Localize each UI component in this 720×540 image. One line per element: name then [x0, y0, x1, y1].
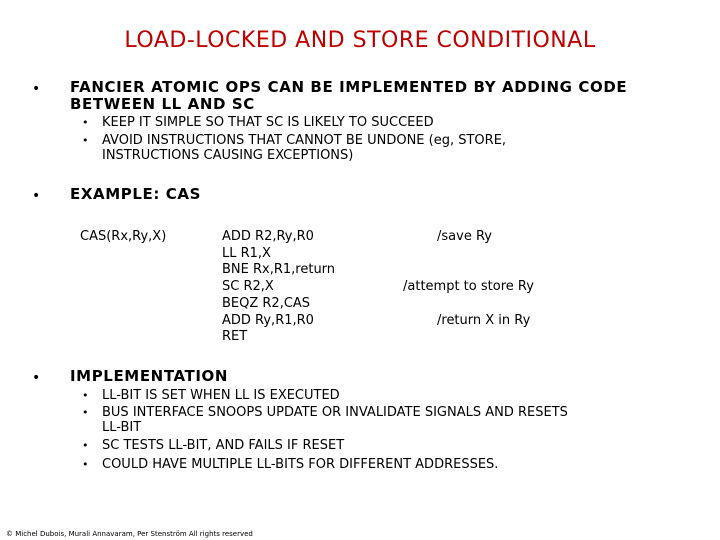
code-line: BEQZ R2,CAS — [222, 295, 311, 311]
section1-item-1: KEEP IT SIMPLE SO THAT SC IS LIKELY TO SUCCEED — [102, 115, 434, 130]
section3-item-4: COULD HAVE MULTIPLE LL-BITS FOR DIFFERENT ADDRESSES. — [102, 457, 499, 472]
section3-item-2: BUS INTERFACE SNOOPS UPDATE OR INVALIDATE SIGNALS AND RESETS — [102, 405, 568, 420]
code-comment: /return X in Ry — [437, 313, 531, 328]
section3-item-2-cont: LL-BIT — [102, 420, 142, 435]
cas-call: CAS(Rx,Ry,X) — [80, 229, 167, 244]
sub-bullet-1a: • — [82, 116, 89, 129]
section1-heading-line1: FANCIER ATOMIC OPS CAN BE IMPLEMENTED BY ADDING CODE — [70, 78, 628, 96]
code-line: ADD Ry,R1,R0 — [222, 312, 314, 328]
code-line: ADD R2,Ry,R0 — [222, 229, 314, 244]
bullet-2: • — [32, 188, 41, 204]
code-line: BNE Rx,R1,return — [222, 262, 336, 278]
bullet-1: • — [32, 81, 41, 97]
sub-bullet-3c: • — [82, 439, 89, 452]
code-line: LL R1,X — [222, 245, 271, 261]
section3-item-1: LL-BIT IS SET WHEN LL IS EXECUTED — [102, 388, 340, 403]
section3-heading: IMPLEMENTATION — [70, 367, 229, 385]
section2-heading: EXAMPLE: CAS — [70, 185, 201, 203]
slide-title: LOAD-LOCKED AND STORE CONDITIONAL — [124, 28, 596, 53]
code-line: RET — [222, 329, 248, 345]
section3-item-3: SC TESTS LL-BIT, AND FAILS IF RESET — [102, 438, 345, 453]
copyright-footer: © Michel Dubois, Murali Annavaram, Per Stenström All rights reserved — [6, 530, 253, 538]
section1-heading — [70, 79, 627, 113]
sub-bullet-3a: • — [82, 389, 89, 402]
code-comment: /save Ry — [437, 229, 492, 244]
code-line: SC R2,X — [222, 279, 274, 295]
bullet-3: • — [32, 370, 41, 386]
section1-item-2-cont: INSTRUCTIONS CAUSING EXCEPTIONS) — [102, 148, 354, 163]
code-comment: /attempt to store Ry — [403, 279, 534, 294]
sub-bullet-3b: • — [82, 406, 89, 419]
section1-heading-line2: BETWEEN LL AND SC — [70, 95, 255, 113]
sub-bullet-3d: • — [82, 458, 89, 471]
code-block — [222, 229, 335, 346]
sub-bullet-1b: • — [82, 134, 89, 147]
section1-item-2: AVOID INSTRUCTIONS THAT CANNOT BE UNDONE (eg, STORE, — [102, 133, 507, 148]
